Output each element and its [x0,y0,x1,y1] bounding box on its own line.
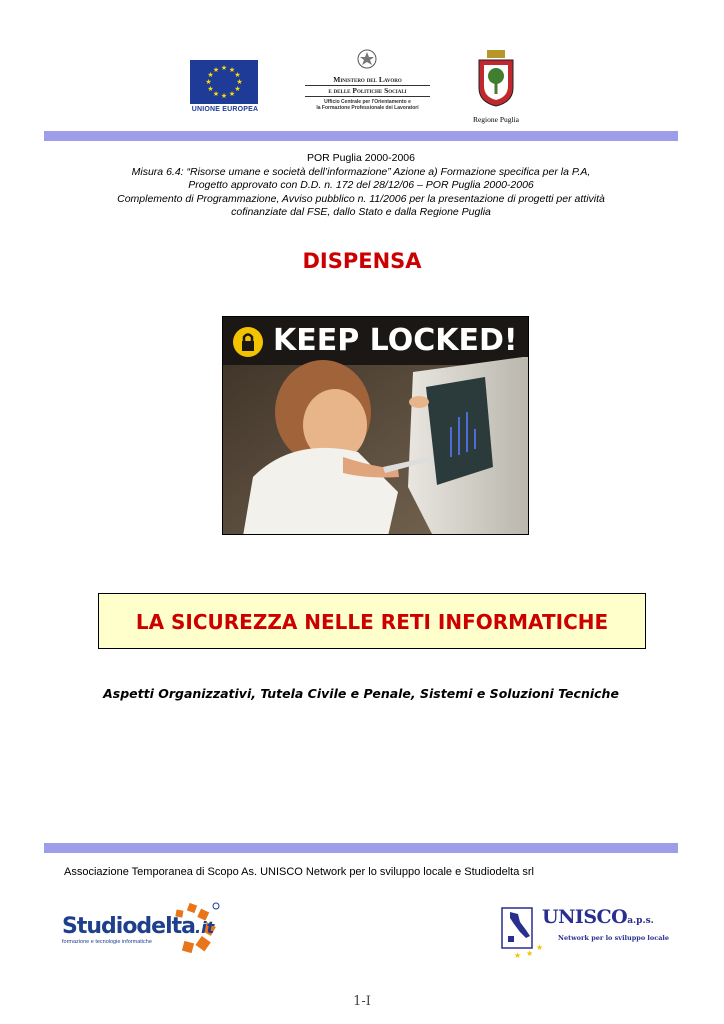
studiodelta-tagline: formazione e tecnologie informatiche [62,939,152,945]
svg-text:★: ★ [536,943,544,952]
eu-logo [190,60,260,120]
studiodelta-name: Studiodelta [62,914,195,939]
studiodelta-logo [62,902,222,962]
document-type-heading: DISPENSA [302,249,422,273]
program-info [44,152,678,220]
unisco-tagline: Network per lo sviluppo locale [558,934,670,942]
svg-text:★: ★ [207,85,214,93]
regione-puglia-logo [465,48,527,124]
studiodelta-suffix: .it [195,918,215,937]
unisco-name: UNISCO [542,906,628,928]
svg-text:★: ★ [526,949,534,958]
unisco-logo [500,904,670,964]
ministero-sub-line2: la Formazione Professionale dei Lavoratori [316,105,419,111]
program-line: Complemento di Programmazione, Avviso pubblico n. 11/2006 per la presentazione di progetti per attività [117,192,605,205]
eu-flag-icon [190,60,258,104]
eu-label: UNIONE EUROPEA [191,106,259,113]
padlock-icon [233,327,263,357]
svg-text:★: ★ [236,78,243,86]
svg-text:★: ★ [212,66,220,74]
italian-emblem-icon [305,48,430,70]
svg-text:★: ★ [212,90,220,98]
ministero-name-line1: Ministero del Lavoro [333,75,402,84]
svg-text:★: ★ [207,71,214,79]
program-line: Progetto approvato con D.D. n. 172 del 28/12/06 – POR Puglia 2000-2006 [188,179,534,191]
svg-text:★: ★ [228,90,236,98]
subtitle: Aspetti Organizzativi, Tutela Civile e Penale, Sistemi e Soluzioni Tecniche [103,686,619,701]
keep-locked-banner: KEEP LOCKED! [273,323,518,358]
svg-text:★: ★ [514,951,522,960]
main-title: LA SICUREZZA NELLE RETI INFORMATICHE [135,610,609,634]
svg-text:★: ★ [220,92,228,100]
regione-puglia-label: Regione Puglia [472,115,520,124]
main-title-box [98,593,646,649]
svg-text:★: ★ [228,66,236,74]
ministero-sub-line1: Ufficio Centrale per l'Orientamento e [324,99,411,105]
program-line: Misura 6.4: “Risorse umane e società dell’informazione” Azione a) Formazione specifica per la P.A, [131,165,591,178]
page-number: 1-I [353,994,371,1009]
ministero-logo [305,48,430,118]
svg-text:★: ★ [234,71,241,79]
unisco-suffix: a.p.s. [627,916,654,926]
ministero-name-line2: e delle Politiche Sociali [305,85,430,97]
cover-photo [222,316,529,535]
header-divider-band [44,131,678,141]
program-title: POR Puglia 2000-2006 [307,152,415,164]
svg-text:★: ★ [205,78,212,86]
svg-text:★: ★ [220,64,228,72]
association-note: Associazione Temporanea di Scopo As. UNISCO Network per lo sviluppo locale e Studiodelta srl [64,866,534,878]
footer-divider-band [44,843,678,853]
svg-text:★: ★ [234,85,241,93]
italy-map-icon [500,906,544,962]
program-line: cofinanziate dal FSE, dallo Stato e dalla Regione Puglia [231,206,491,218]
puglia-crest-icon [465,48,527,108]
